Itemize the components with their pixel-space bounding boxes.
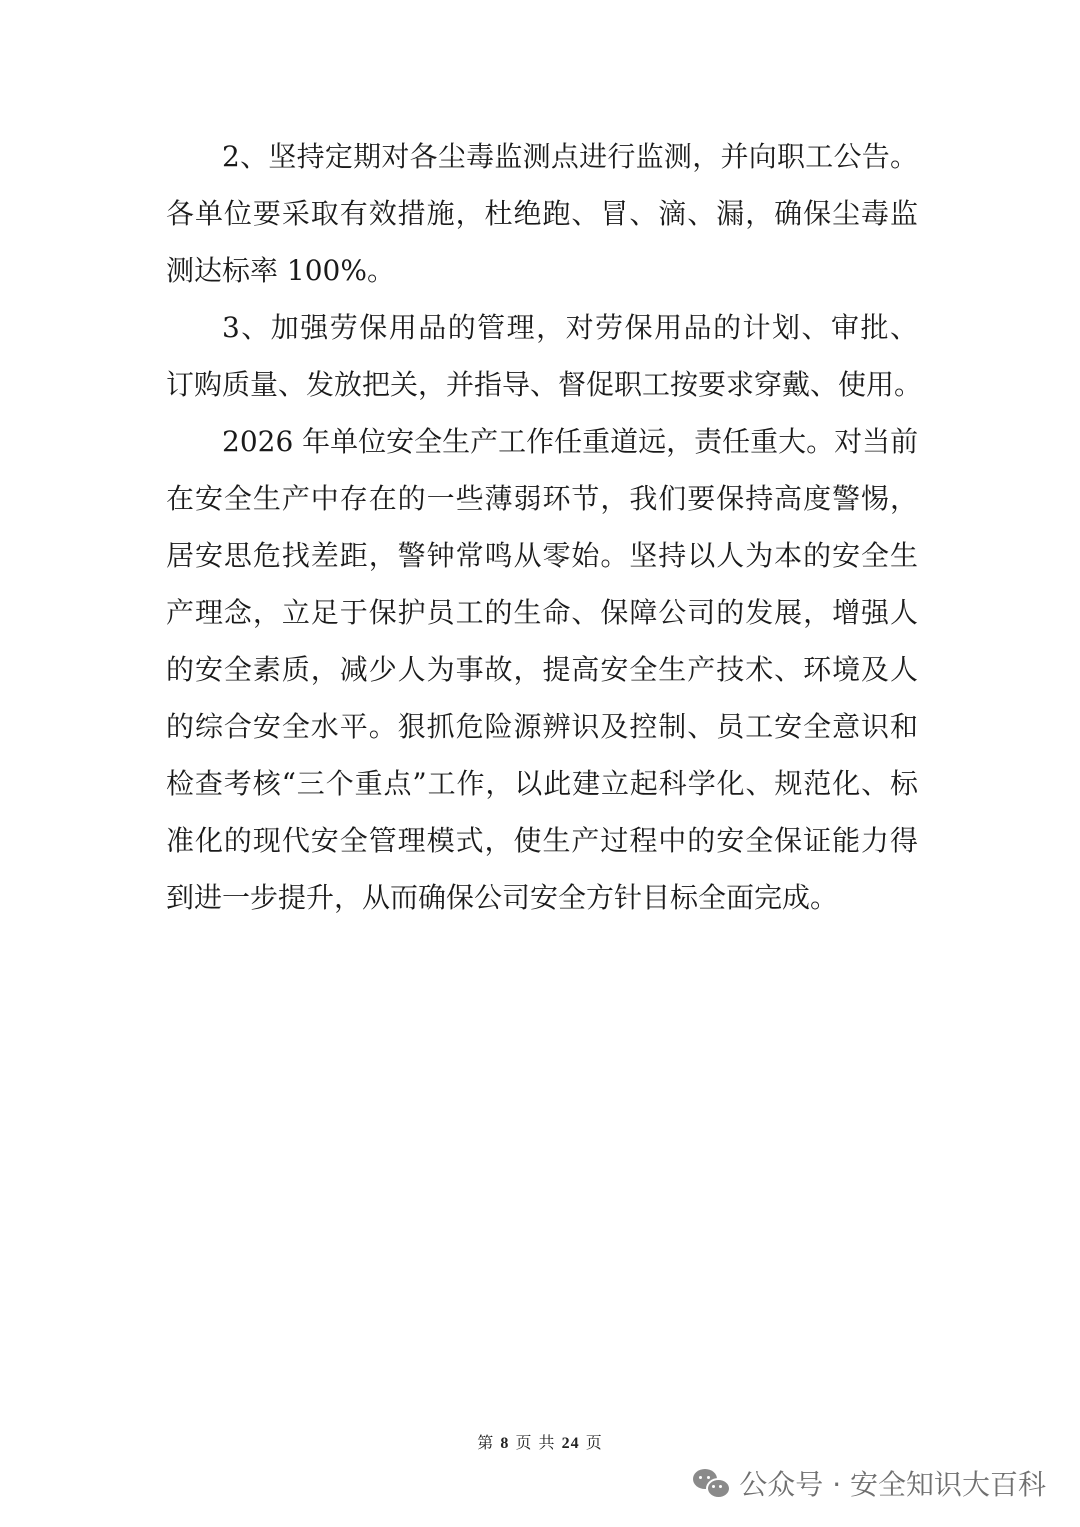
current-page-number: 8	[500, 1435, 510, 1452]
text-line: 到进一步提升，从而确保公司安全方针目标全面完成。	[166, 881, 839, 914]
text-line: 各单位要采取有效措施，杜绝跑、冒、滴、漏，确保尘毒监	[166, 197, 918, 230]
watermark-text: 公众号 · 安全知识大百科	[739, 1468, 1046, 1501]
total-pages-number: 24	[561, 1435, 580, 1452]
text-line: 居安思危找差距，警钟常鸣从零始。坚持以人为本的安全生	[166, 539, 918, 572]
text-line: 的综合安全水平。狠抓危险源辨识及控制、员工安全意识和	[166, 710, 918, 743]
text-line: 准化的现代安全管理模式，使生产过程中的安全保证能力得	[166, 824, 918, 857]
footer-suffix: 页	[585, 1433, 603, 1452]
footer-middle: 页 共	[515, 1433, 556, 1452]
paragraph	[166, 128, 918, 299]
text-line: 2、坚持定期对各尘毒监测点进行监测，并向职工公告。	[222, 140, 918, 173]
text-line: 的安全素质，减少人为事故，提高安全生产技术、环境及人	[166, 653, 918, 686]
wechat-watermark	[693, 1461, 1046, 1505]
text-line: 检查考核“三个重点”工作，以此建立起科学化、规范化、标	[166, 767, 918, 800]
wechat-icon	[693, 1467, 729, 1499]
text-line: 测达标率 100%。	[166, 254, 395, 287]
text-line: 订购质量、发放把关，并指导、督促职工按要求穿戴、使用。	[166, 368, 923, 401]
page-number-footer	[0, 1430, 1080, 1453]
text-line: 产理念，立足于保护员工的生命、保障公司的发展，增强人	[166, 596, 918, 629]
text-line: 在安全生产中存在的一些薄弱环节，我们要保持高度警惕，	[166, 482, 918, 515]
text-line: 3、加强劳保用品的管理，对劳保用品的计划、审批、	[222, 311, 918, 344]
paragraph	[166, 413, 918, 926]
document-body	[166, 128, 923, 926]
text-line: 2026 年单位安全生产工作任重道远，责任重大。对当前	[222, 425, 919, 458]
footer-prefix: 第	[477, 1433, 495, 1452]
paragraph	[166, 299, 923, 413]
